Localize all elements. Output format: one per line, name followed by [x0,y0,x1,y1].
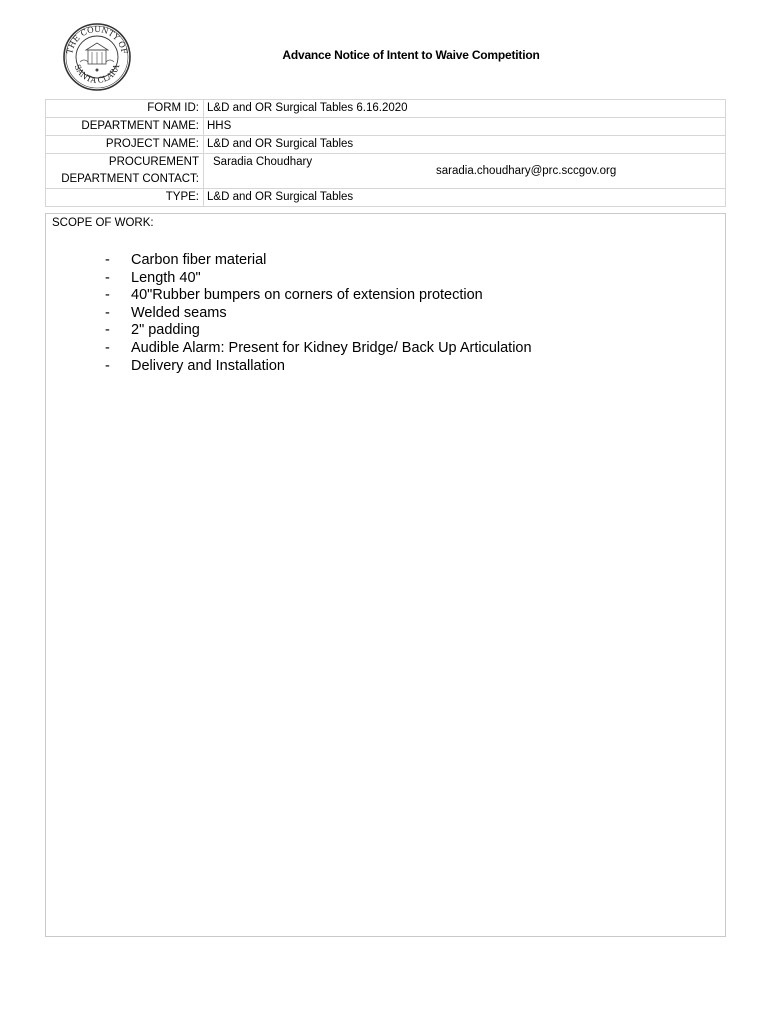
project-label: PROJECT NAME: [46,136,204,154]
scope-title: SCOPE OF WORK: [52,217,154,229]
contact-value [204,154,726,189]
scope-item: - Delivery and Installation [105,357,285,374]
svg-text:THE COUNTY OF: THE COUNTY OF [65,24,129,55]
scope-list [101,252,532,375]
department-label: DEPARTMENT NAME: [46,118,204,136]
form-id-row [46,100,726,118]
scope-item: - Carbon fiber material [105,252,267,268]
type-label: TYPE: [46,189,204,207]
contact-label-line2: DEPARTMENT CONTACT: [61,173,199,185]
form-id-label: FORM ID: [46,100,204,118]
scope-item: - Length 40" [105,269,201,286]
document-title: Advance Notice of Intent to Waive Competition [282,48,540,62]
department-row [46,118,726,136]
scope-item: - 40"Rubber bumpers on corners of extension protection [105,287,483,304]
type-value: L&D and OR Surgical Tables [204,189,726,207]
contact-name: Saradia Choudhary [213,156,313,168]
scope-of-work-box [45,213,726,937]
scope-item: - Audible Alarm: Present for Kidney Bridge/ Back Up Articulation [105,339,532,356]
contact-row [46,154,726,189]
svg-text:SANTA CLARA: SANTA CLARA [72,63,122,86]
form-info-table [45,99,726,207]
form-id-value: L&D and OR Surgical Tables 6.16.2020 [204,100,726,118]
contact-label [46,154,204,189]
scope-item: - 2" padding [105,322,200,339]
project-value: L&D and OR Surgical Tables [204,136,726,154]
contact-label-line1: PROCUREMENT [108,156,199,168]
project-row [46,136,726,154]
department-value: HHS [204,118,726,136]
contact-email: saradia.choudhary@prc.sccgov.org [436,165,617,177]
scope-item: - Welded seams [105,304,227,321]
type-row [46,189,726,207]
